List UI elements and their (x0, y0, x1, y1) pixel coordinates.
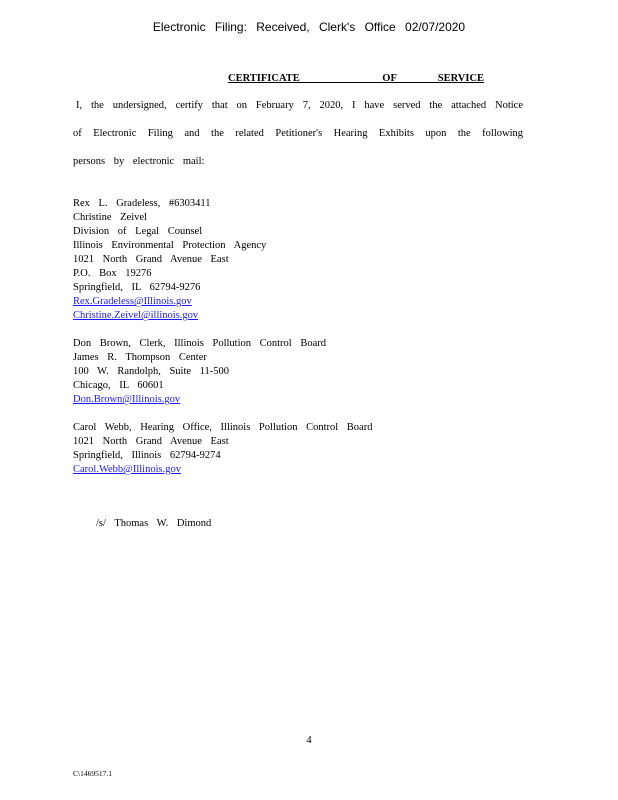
recipient-line: Chicago, IL 60601 (73, 380, 164, 391)
certificate-title: CERTIFICATE OF SERVICE (228, 73, 485, 84)
email-link[interactable]: Rex.Gradeless@Illinois.gov (73, 296, 192, 307)
recipient-line: Carol Webb, Hearing Office, Illinois Pollution Control Board (73, 422, 373, 433)
recipient-line: Rex L. Gradeless, #6303411 (73, 198, 211, 209)
recipient-line: Springfield, Illinois 62794-9274 (73, 450, 221, 461)
document-id: C\1469517.1 (73, 769, 112, 778)
certificate-body (73, 92, 523, 176)
recipient-block-2 (73, 337, 326, 407)
recipient-line: 1021 North Grand Avenue East (73, 436, 229, 447)
recipient-line: 100 W. Randolph, Suite 11-500 (73, 366, 230, 377)
recipient-line: Springfield, IL 62794-9276 (73, 282, 201, 293)
recipient-line: James R. Thompson Center (73, 352, 207, 363)
recipient-block-3 (73, 421, 372, 477)
recipient-line: Illinois Environmental Protection Agency (73, 240, 267, 251)
page-number: 4 (306, 735, 312, 746)
filing-header: Electronic Filing: Received, Clerk's Office 02/07/2020 (152, 20, 466, 34)
certificate-body-text: I, the undersigned, certify that on February 7, 2020, I have served the attached Notice of Electronic Filing and the related Petitioner's Hearing Exhibits upon the following persons by electronic mail: (73, 100, 523, 167)
recipient-line: Division of Legal Counsel (73, 226, 203, 237)
recipient-line: Don Brown, Clerk, Illinois Pollution Control Board (73, 338, 326, 349)
recipient-line: 1021 North Grand Avenue East (73, 254, 229, 265)
recipient-line: P.O. Box 19276 (73, 268, 152, 279)
email-link[interactable]: Carol.Webb@Illinois.gov (73, 464, 181, 475)
signature: /s/ Thomas W. Dimond (96, 518, 212, 529)
recipient-line: Christine Zeivel (73, 212, 147, 223)
email-link[interactable]: Don.Brown@Illinois.gov (73, 394, 181, 405)
recipient-block-1 (73, 197, 266, 323)
email-link[interactable]: Christine.Zeivel@illinois.gov (73, 310, 199, 321)
